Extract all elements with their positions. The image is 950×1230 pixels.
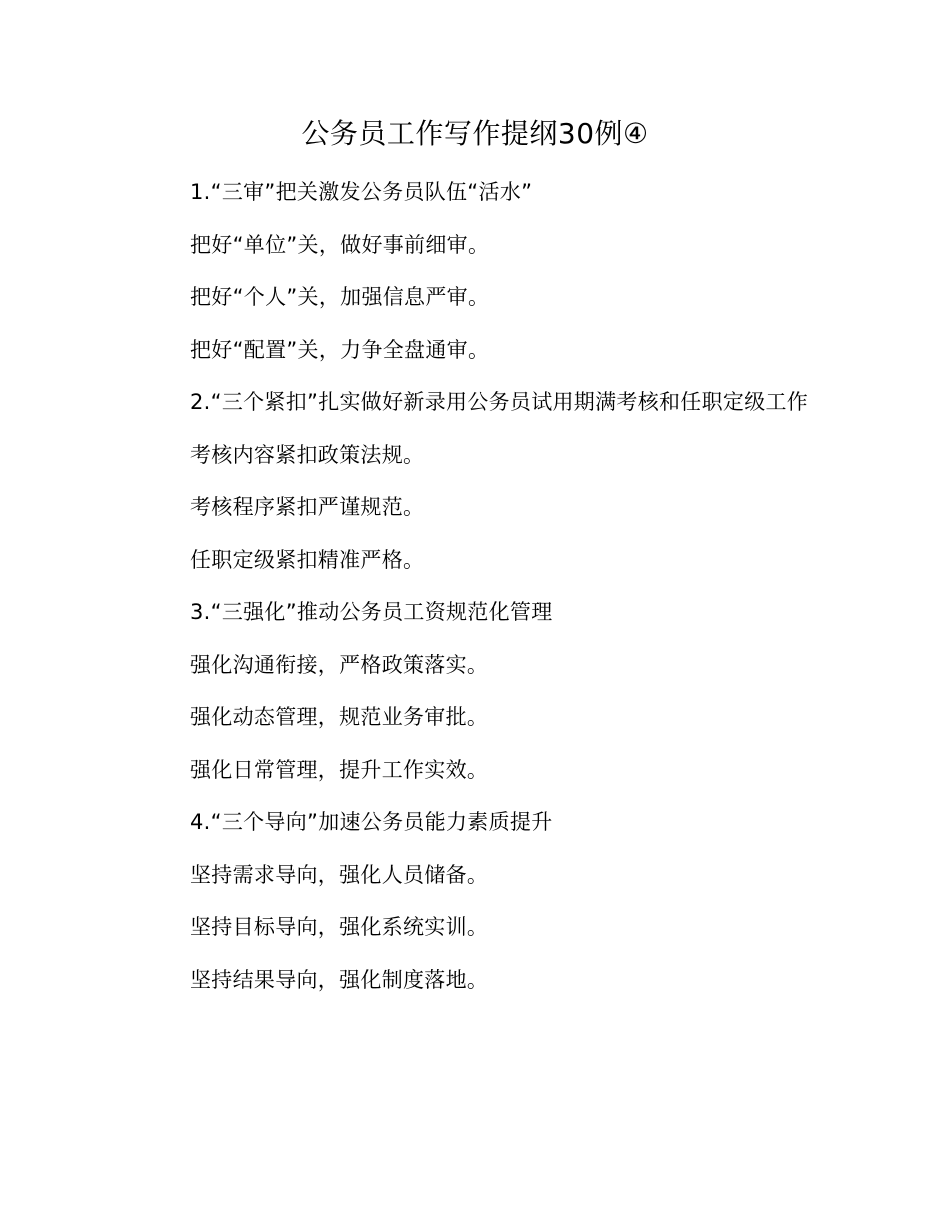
paragraph: 坚持目标导向，强化系统实训。: [190, 915, 489, 939]
paragraph: 把好“单位”关，做好事前细审。: [190, 232, 490, 257]
paragraph: 考核内容紧扣政策法规。: [190, 442, 425, 467]
paragraph: 坚持结果导向，强化制度落地。: [190, 967, 489, 992]
heading-1: 1.“三审”把关激发公务员队伍“活水”: [190, 180, 533, 204]
paragraph: 任职定级紧扣精准严格。: [190, 547, 425, 572]
paragraph: 坚持需求导向，强化人员储备。: [190, 862, 489, 887]
document-title: 公务员工作写作提纲30例④: [301, 117, 649, 150]
paragraph: 把好“配置”关，力争全盘通审。: [190, 337, 490, 362]
paragraph: 强化动态管理，规范业务审批。: [190, 705, 489, 729]
paragraph: 把好“个人”关，加强信息严审。: [190, 285, 490, 309]
heading-3: 3.“三强化”推动公务员工资规范化管理: [190, 600, 553, 624]
document-body: [142, 166, 818, 1006]
heading-4: 4.“三个导向”加速公务员能力素质提升: [190, 810, 553, 834]
heading-2: 2.“三个紧扣”扎实做好新录用公务员试用期满考核和任职定级工作: [190, 390, 809, 414]
paragraph: 考核程序紧扣严谨规范。: [190, 495, 425, 519]
paragraph: 强化日常管理，提升工作实效。: [190, 757, 489, 782]
paragraph: 强化沟通衔接，严格政策落实。: [190, 652, 489, 677]
